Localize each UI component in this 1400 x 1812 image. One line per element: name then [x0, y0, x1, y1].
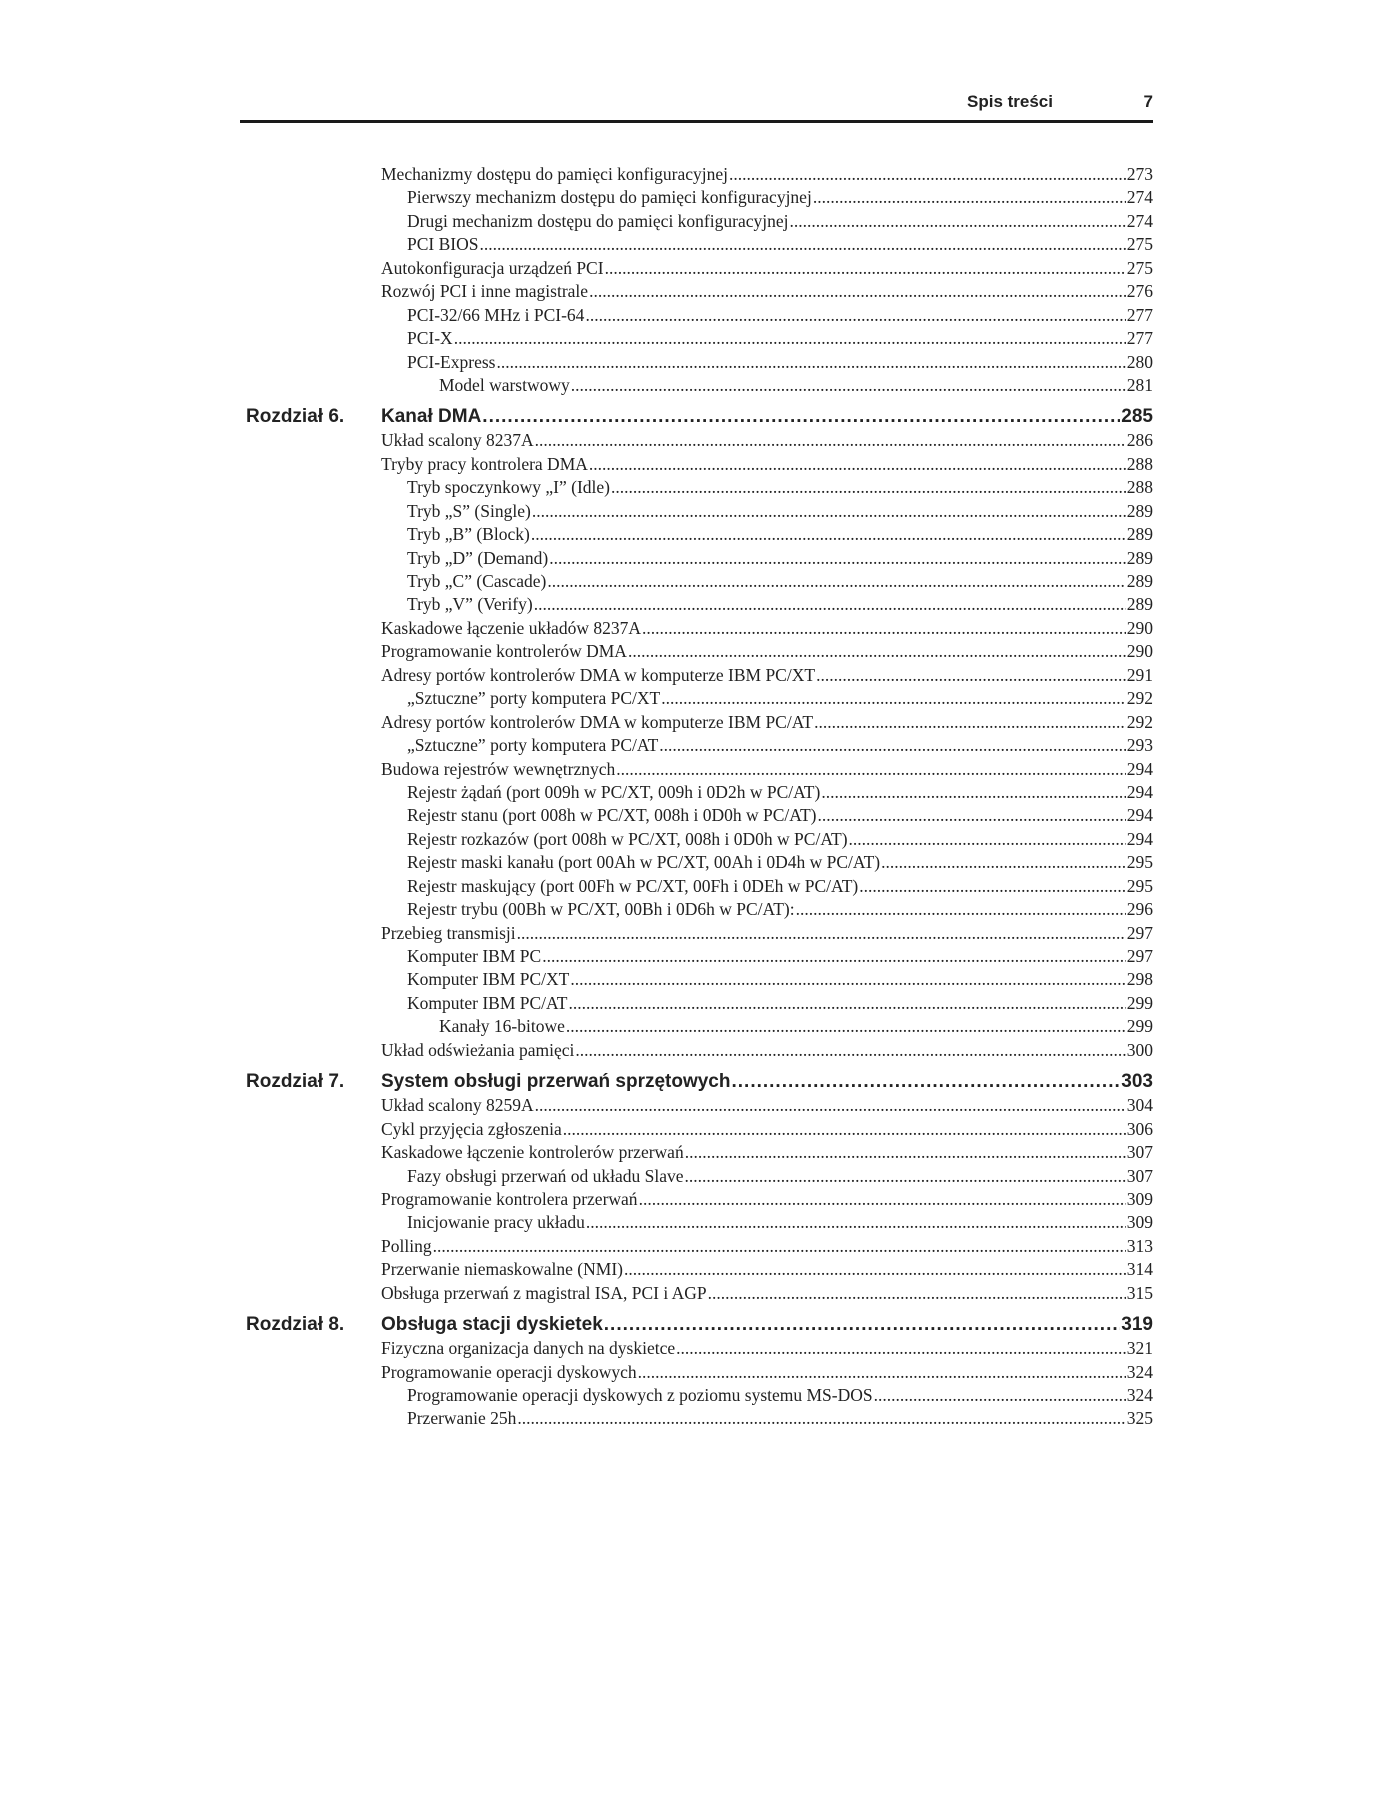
entry-title: Tryb „B” (Block) — [407, 524, 530, 545]
dot-leader — [517, 922, 1126, 945]
dot-leader — [454, 327, 1126, 350]
page-number: 309 — [1126, 1212, 1153, 1233]
page-number: 292 — [1126, 688, 1153, 709]
page-number: 273 — [1126, 164, 1153, 184]
page-number: 291 — [1126, 664, 1153, 685]
chapter-label: Rozdział 6. — [246, 406, 345, 428]
toc-entry — [240, 1337, 1153, 1360]
entry-title: PCI-32/66 MHz i PCI-64 — [407, 304, 585, 325]
page-number: 274 — [1126, 210, 1153, 231]
page-number: 324 — [1126, 1385, 1153, 1405]
dot-leader — [796, 898, 1126, 921]
page-number: 286 — [1126, 430, 1153, 451]
toc-entry — [240, 593, 1153, 616]
entry-title: „Sztuczne” porty komputera PC/XT — [407, 688, 661, 709]
dot-leader — [575, 1039, 1125, 1062]
entry-title: Tryb „S” (Single) — [407, 500, 531, 521]
toc-entry — [240, 1235, 1153, 1258]
toc-entry — [240, 734, 1153, 757]
entry-title: Rejestr stanu (port 008h w PC/XT, 008h i 0D0h w PC/AT) — [407, 805, 817, 826]
toc-entry — [240, 922, 1153, 945]
entry-title: Komputer IBM PC/XT — [407, 969, 570, 990]
dot-leader — [517, 1407, 1125, 1430]
toc-entry — [240, 257, 1153, 280]
dot-leader — [813, 186, 1126, 209]
page-number: 289 — [1126, 571, 1153, 591]
page-number: 303 — [1121, 1071, 1153, 1093]
dot-leader — [570, 968, 1125, 991]
dot-leader — [532, 500, 1126, 523]
header-title: Spis treści — [967, 92, 1053, 111]
page-number: 275 — [1126, 257, 1153, 278]
toc-entry — [240, 617, 1153, 640]
toc-entry — [240, 210, 1153, 233]
page-number: 299 — [1126, 1016, 1153, 1037]
dot-leader — [586, 1211, 1126, 1234]
toc-entry — [240, 1118, 1153, 1141]
dot-leader — [708, 1282, 1126, 1305]
entry-title: Rejestr trybu (00Bh w PC/XT, 00Bh i 0D6h w PC/AT): — [407, 899, 795, 920]
dot-leader — [496, 351, 1125, 374]
dot-leader — [816, 664, 1126, 687]
page-number: 288 — [1126, 477, 1153, 498]
toc-entry — [240, 851, 1153, 874]
dot-leader — [685, 1165, 1126, 1188]
entry-title: PCI-Express — [407, 351, 496, 372]
entry-title: Polling — [381, 1235, 432, 1256]
entry-title: Tryb „D” (Demand) — [407, 547, 549, 568]
entry-title: Komputer IBM PC — [407, 946, 542, 966]
toc-chapter — [240, 1070, 1153, 1094]
entry-title: PCI-X — [407, 328, 453, 349]
dot-leader — [639, 1188, 1126, 1211]
dot-leader — [731, 1070, 1120, 1094]
dot-leader — [881, 851, 1126, 874]
entry-title: Mechanizmy dostępu do pamięci konfiguracyjnej — [381, 164, 728, 184]
page-number: 290 — [1126, 641, 1153, 662]
entry-title: Programowanie operacji dyskowych — [381, 1361, 637, 1382]
entry-title: Fazy obsługi przerwań od układu Slave — [407, 1165, 684, 1186]
page-number: 321 — [1126, 1338, 1153, 1359]
entry-title: Tryb spoczynkowy „I” (Idle) — [407, 477, 610, 498]
page-number: 289 — [1126, 500, 1153, 521]
entry-title: Fizyczna organizacja danych na dyskietce — [381, 1338, 676, 1359]
entry-title: PCI BIOS — [407, 234, 479, 255]
dot-leader — [628, 640, 1126, 663]
dot-leader — [568, 992, 1125, 1015]
page-number: 293 — [1126, 735, 1153, 756]
page-number: 325 — [1126, 1408, 1153, 1429]
page-number: 297 — [1126, 922, 1153, 943]
page-number: 290 — [1126, 617, 1153, 638]
page-number: 307 — [1126, 1142, 1153, 1163]
toc-entry — [240, 327, 1153, 350]
toc-entry — [240, 1407, 1153, 1430]
page-number: 307 — [1126, 1165, 1153, 1186]
page-number: 315 — [1126, 1282, 1153, 1303]
page-number: 313 — [1126, 1235, 1153, 1256]
page-number: 294 — [1126, 758, 1153, 779]
entry-title: Rozwój PCI i inne magistrale — [381, 281, 589, 302]
entry-title: Układ scalony 8259A — [381, 1095, 534, 1116]
entry-title: Układ odświeżania pamięci — [381, 1039, 575, 1060]
toc-entry — [240, 711, 1153, 734]
toc-entry — [240, 804, 1153, 827]
toc-entry — [240, 280, 1153, 303]
entry-title: Komputer IBM PC/AT — [407, 992, 568, 1013]
page-number: 274 — [1126, 187, 1153, 208]
toc-entry — [240, 875, 1153, 898]
entry-title: Rejestr żądań (port 009h w PC/XT, 009h i 0D2h w PC/AT) — [407, 781, 821, 802]
page-number: 295 — [1126, 852, 1153, 873]
dot-leader — [563, 1118, 1126, 1141]
dot-leader — [859, 875, 1125, 898]
dot-leader — [729, 163, 1126, 186]
page-number: 297 — [1126, 946, 1153, 966]
toc-entry — [240, 453, 1153, 476]
toc-entry — [240, 500, 1153, 523]
toc-entry — [240, 570, 1153, 593]
toc-entry — [240, 1384, 1153, 1407]
dot-leader — [611, 476, 1126, 499]
toc-entry — [240, 992, 1153, 1015]
running-header — [240, 86, 1153, 123]
entry-title: Kaskadowe łączenie układów 8237A — [381, 617, 641, 638]
page-number: 294 — [1126, 828, 1153, 849]
table-of-contents — [240, 163, 1153, 1431]
page-number: 309 — [1126, 1188, 1153, 1209]
toc-entry — [240, 1015, 1153, 1038]
toc-entry — [240, 781, 1153, 804]
entry-title: Tryb „C” (Cascade) — [407, 571, 547, 591]
dot-leader — [821, 781, 1125, 804]
toc-entry — [240, 1258, 1153, 1281]
page-number: 294 — [1126, 805, 1153, 826]
entry-title: Programowanie kontrolerów DMA — [381, 641, 627, 662]
entry-title: Cykl przyjęcia zgłoszenia — [381, 1118, 562, 1139]
dot-leader — [814, 711, 1126, 734]
entry-title: Kaskadowe łączenie kontrolerów przerwań — [381, 1142, 684, 1163]
dot-leader — [624, 1258, 1126, 1281]
toc-entry — [240, 758, 1153, 781]
entry-title: Tryby pracy kontrolera DMA — [381, 453, 588, 474]
toc-entry — [240, 828, 1153, 851]
page-number: 281 — [1126, 374, 1153, 395]
toc-entry — [240, 1188, 1153, 1211]
toc-entry — [240, 374, 1153, 397]
dot-leader — [589, 453, 1126, 476]
dot-leader — [849, 828, 1126, 851]
dot-leader — [589, 280, 1126, 303]
dot-leader — [604, 1313, 1121, 1337]
page-number: 288 — [1126, 453, 1153, 474]
dot-leader — [566, 1015, 1126, 1038]
toc-chapter — [240, 1313, 1153, 1337]
page-number: 292 — [1126, 711, 1153, 732]
header-page-number: 7 — [1143, 92, 1153, 111]
page-number: 275 — [1126, 234, 1153, 255]
entry-title: Przebieg transmisji — [381, 922, 516, 943]
dot-leader — [535, 429, 1126, 452]
dot-leader — [638, 1361, 1126, 1384]
dot-leader — [685, 1141, 1126, 1164]
chapter-title: Kanał DMA — [381, 406, 482, 428]
dot-leader — [817, 804, 1125, 827]
dot-leader — [479, 233, 1125, 256]
toc-entry — [240, 429, 1153, 452]
dot-leader — [661, 687, 1126, 710]
entry-title: Obsługa przerwań z magistral ISA, PCI i AGP — [381, 1282, 707, 1303]
page-number: 294 — [1126, 781, 1153, 802]
page-number: 306 — [1126, 1118, 1153, 1139]
toc-entry — [240, 1141, 1153, 1164]
toc-entry — [240, 304, 1153, 327]
entry-title: Adresy portów kontrolerów DMA w komputerze IBM PC/XT — [381, 664, 816, 685]
dot-leader — [549, 547, 1125, 570]
entry-title: Budowa rejestrów wewnętrznych — [381, 758, 616, 779]
toc-entry — [240, 1361, 1153, 1384]
dot-leader — [642, 617, 1126, 640]
toc-entry — [240, 1094, 1153, 1117]
entry-title: „Sztuczne” porty komputera PC/AT — [407, 735, 659, 756]
entry-title: Drugi mechanizm dostępu do pamięci konfiguracyjnej — [407, 210, 789, 231]
toc-entry — [240, 664, 1153, 687]
page-number: 324 — [1126, 1361, 1153, 1382]
toc-entry — [240, 163, 1153, 186]
page-number: 289 — [1126, 524, 1153, 545]
dot-leader — [547, 570, 1125, 593]
dot-leader — [676, 1337, 1126, 1360]
toc-entry — [240, 523, 1153, 546]
entry-title: Przerwanie 25h — [407, 1408, 517, 1429]
chapter-title: Obsługa stacji dyskietek — [381, 1314, 603, 1336]
entry-title: Pierwszy mechanizm dostępu do pamięci konfiguracyjnej — [407, 187, 812, 208]
toc-entry — [240, 1211, 1153, 1234]
dot-leader — [531, 523, 1126, 546]
dot-leader — [874, 1384, 1126, 1407]
page-number: 304 — [1126, 1095, 1153, 1116]
chapter-label: Rozdział 7. — [246, 1071, 345, 1093]
toc-entry — [240, 1282, 1153, 1305]
dot-leader — [571, 374, 1126, 397]
entry-title: Przerwanie niemaskowalne (NMI) — [381, 1259, 623, 1280]
toc-entry — [240, 898, 1153, 921]
dot-leader — [659, 734, 1125, 757]
page-number: 277 — [1126, 304, 1153, 325]
page-number: 298 — [1126, 969, 1153, 990]
page-number: 289 — [1126, 594, 1153, 615]
toc-entry — [240, 233, 1153, 256]
toc-entry — [240, 186, 1153, 209]
toc-entry — [240, 687, 1153, 710]
page-number: 276 — [1126, 281, 1153, 302]
dot-leader — [585, 304, 1125, 327]
entry-title: Model warstwowy — [439, 374, 570, 395]
page-number: 300 — [1126, 1039, 1153, 1060]
entry-title: Tryb „V” (Verify) — [407, 594, 533, 615]
toc-entry — [240, 351, 1153, 374]
page-number: 289 — [1126, 547, 1153, 568]
chapter-title: System obsługi przerwań sprzętowych — [381, 1071, 731, 1093]
entry-title: Programowanie kontrolera przerwań — [381, 1188, 638, 1209]
page-number: 280 — [1126, 351, 1153, 372]
page-number: 277 — [1126, 328, 1153, 349]
page-number: 295 — [1126, 875, 1153, 896]
dot-leader — [534, 593, 1126, 616]
toc-entry — [240, 945, 1153, 968]
entry-title: Rejestr rozkazów (port 008h w PC/XT, 008h i 0D0h w PC/AT) — [407, 828, 848, 849]
entry-title: Inicjowanie pracy układu — [407, 1212, 585, 1233]
entry-title: Autokonfiguracja urządzeń PCI — [381, 257, 604, 278]
entry-title: Rejestr maski kanału (port 00Ah w PC/XT, 00Ah i 0D4h w PC/AT) — [407, 852, 881, 873]
toc-entry — [240, 968, 1153, 991]
dot-leader — [616, 758, 1126, 781]
dot-leader — [433, 1235, 1126, 1258]
page-number: 299 — [1126, 992, 1153, 1013]
toc-entry — [240, 1039, 1153, 1062]
toc-entry — [240, 476, 1153, 499]
page-number: 285 — [1121, 406, 1153, 428]
entry-title: Programowanie operacji dyskowych z poziomu systemu MS-DOS — [407, 1385, 873, 1405]
dot-leader — [535, 1094, 1126, 1117]
entry-title: Układ scalony 8237A — [381, 430, 534, 451]
dot-leader — [605, 257, 1126, 280]
chapter-label: Rozdział 8. — [246, 1314, 345, 1336]
entry-title: Kanały 16-bitowe — [439, 1016, 565, 1037]
page-number: 319 — [1121, 1314, 1153, 1336]
dot-leader — [482, 405, 1120, 429]
toc-chapter — [240, 405, 1153, 429]
toc-entry — [240, 1165, 1153, 1188]
dot-leader — [542, 945, 1126, 968]
page-number: 314 — [1126, 1259, 1153, 1280]
toc-entry — [240, 547, 1153, 570]
entry-title: Rejestr maskujący (port 00Fh w PC/XT, 00Fh i 0DEh w PC/AT) — [407, 875, 859, 896]
dot-leader — [789, 210, 1125, 233]
page-number: 296 — [1126, 899, 1153, 920]
toc-entry — [240, 640, 1153, 663]
entry-title: Adresy portów kontrolerów DMA w komputerze IBM PC/AT — [381, 711, 814, 732]
